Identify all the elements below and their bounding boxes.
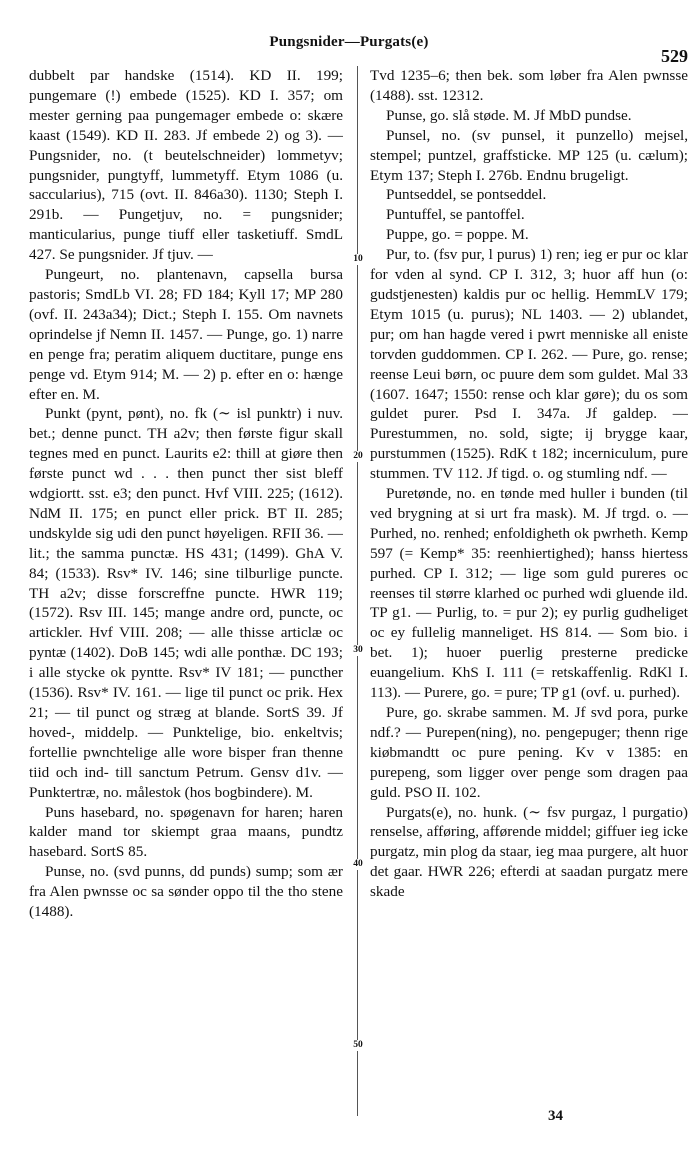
entry-paragraph: Punkt (pynt, pønt), no. fk (∼ isl punktr) i nuv. bet.; denne punct. TH a2v; then første figur skall tegnes med en punct. Laurits e2: thill at giøre then første punct wd . . . then punct ther sist bleff wdgiortt. sst. e3; den punct. Hvf VIII. 225; (1612). NdM II. 175; en punct eller prick. BT II. 285; undskylde sig udi den punct høyeligen. RFII 36. — lit.; the samma punctæ. HS 431; (1499). GhA V. 84; (1533). Rsv* IV. 146; sine tilburlige puncte. TH a2v; disse forscreffne puncte. HWR 119; (1572). Rsv III. 145; mange andre ord, puncte, oc artickler. Hvf VIII. 208; — alle thisse articlæ oc pyntæ (1402). DoB 145; wdi alle ponthæ. DC 193; i alle stycke ok pyntte. Rsv* IV 181; — puncther (1536). Rsv* IV. 161. — lige til punct oc prik. Hex 21; — til punct og stræg at blande. SortS 39. Jf hoved-, middelp. — Punktelige, bio. enkeltvis; fortellie pwnchtelige alle wore bisper fran thenne tiid och ind- till sanctum Petrum. Gensv d1v. — Punktertræ, no. målestok (hos bogbindere). M. bbox=[29, 405, 343, 801]
entry-paragraph: Puretønde, no. en tønde med huller i bunden (til ved brygning at si urt fra mask). M. Jf trgd. o. — Purhed, no. renhed; enfoldigheth ok pwrheth. Kemp 597 (= Kemp* 35: reenhiertighed); hanss hiertess purhed. CP I. 312; — lige som guld pureres oc reenses til større klarhed oc purhed wdi gluende ild. TP g1. — Purlig, to. = pur 2); ey purlig gudheliget oc ey fullelig manneliget. HS 814. — Som bio. i bet. 1); huoer puerlig presterne predicke euangelium. KhS I. 111 (= retskaffenlig. RdKl I. 113). — Purere, go. = pure; TP g1 (ovf. u. purhed). bbox=[370, 485, 688, 702]
column-divider bbox=[357, 66, 358, 1116]
entry-paragraph: Puntuffel, se pantoffel. bbox=[386, 206, 525, 224]
left-column bbox=[29, 66, 343, 1116]
right-column bbox=[370, 66, 688, 1116]
line-number: 50 bbox=[349, 1040, 367, 1051]
page-number: 529 bbox=[661, 46, 688, 66]
entry-paragraph: Punse, go. slå støde. M. Jf MbD pundse. bbox=[386, 106, 632, 124]
entry-paragraph: Pure, go. skrabe sammen. M. Jf svd pora, purke ndf.? — Purepen(ning), no. pengepuger; thenn rige kiøbmandtt oc pure pening. Kv v 1385: en purepeng, som ligger over penge som dragen paa guld. PSO II. 102. bbox=[370, 704, 688, 801]
entry-paragraph: Puntseddel, se pontseddel. bbox=[386, 186, 547, 204]
signature-mark: 34 bbox=[548, 1108, 563, 1124]
entry-paragraph: Tvd 1235–6; then bek. som løber fra Alen pwnsse (1488). sst. 12312. bbox=[370, 67, 688, 104]
line-number: 30 bbox=[349, 645, 367, 656]
running-head: Pungsnider—Purgats(e) bbox=[269, 34, 429, 50]
entry-paragraph: Punsel, no. (sv punsel, it punzello) mejsel, stempel; puntzel, graffsticke. MP 125 (u. cælum); Etym 137; Steph I. 276b. Endnu brugeligt. bbox=[370, 126, 688, 184]
line-number: 40 bbox=[349, 859, 367, 870]
entry-paragraph: Purgats(e), no. hunk. (∼ fsv purgaz, l purgatio) renselse, afføring, afførende middel; giffuer ieg icke purgatz, min plog da staar, ieg maa purgere, alt huor det gaar. HWR 226; efterdi at saadan purgatz mere skade bbox=[370, 803, 688, 901]
line-number: 20 bbox=[349, 451, 367, 462]
entry-paragraph: Pungeurt, no. plantenavn, capsella bursa pastoris; SmdLb VI. 28; FD 184; Kyll 17; MP 280 (ovf. II. 243a34); Dict.; Steph I. 155. Om navnets oprindelse jf Nemn II. 1457. — Punge, go. 1) narre en penge fra; peratim aliquem ductitare, punge ens penge vd. Etym 914; M. — 2) p. efter en o: hænge efter en. M. bbox=[29, 266, 343, 403]
line-number: 10 bbox=[349, 254, 367, 265]
entry-paragraph: Puppe, go. = poppe. M. bbox=[386, 226, 529, 244]
entry-paragraph: Puns hasebard, no. spøgenavn for haren; haren kalder mand tor skiempt graa maans, pundtz hasebard. SortS 85. bbox=[29, 803, 343, 861]
entry-paragraph: Pur, to. (fsv pur, l purus) 1) ren; ieg er pur oc klar for vden al synd. CP I. 312, 3; huor aff hun (o: gudstjenesten) kaldis pur oc hellig. HemmLV 179; Etym 1015 (u. purus); NL 1403. — 2) ublandet, pur; om han hagde vered i pwrt menniske all eniste torvden guddommen. CP I. 262. — Pure, go. rense; reense Leui børn, oc puure dem som guldet. Mal 33 (1607. 1647; 1550: rense och klar gøre); du os som guldet purer. Psd I. 347a. Jf galdep. — Purestummen, no. sold, sigte; ij brygge kaar, purstummen (1525). RdK t 182; incerniculum, pure stummen. TV 112. Jf tigd. o. og stumling ndf. — bbox=[370, 246, 688, 483]
entry-paragraph: Punse, no. (svd punns, dd punds) sump; som ær fra Alen pwnsse oc sa sønder oppo til the tho stene (1488). bbox=[29, 863, 343, 921]
entry-paragraph: dubbelt par handske (1514). KD II. 199; pungemare (!) embede (1525). KD I. 357; om mester gerning paa pungemager embede o: skære kaast (1549). KD II. 283. Jf embede 2) og 3). — Pungsnider, no. (t beutelschneider) lommetyv; pungsnider, pungtyff, lummetyff. Etym 1086 (u. saccularius), 715 (ovt. II. 846a30). 1130; Steph I. 291b. — Pungetjuv, no. = pungsnider; manticularius, punge tiuff eller tasketiuff. SmdL 427. Se pungsnider. Jf tjuv. — bbox=[29, 67, 343, 264]
